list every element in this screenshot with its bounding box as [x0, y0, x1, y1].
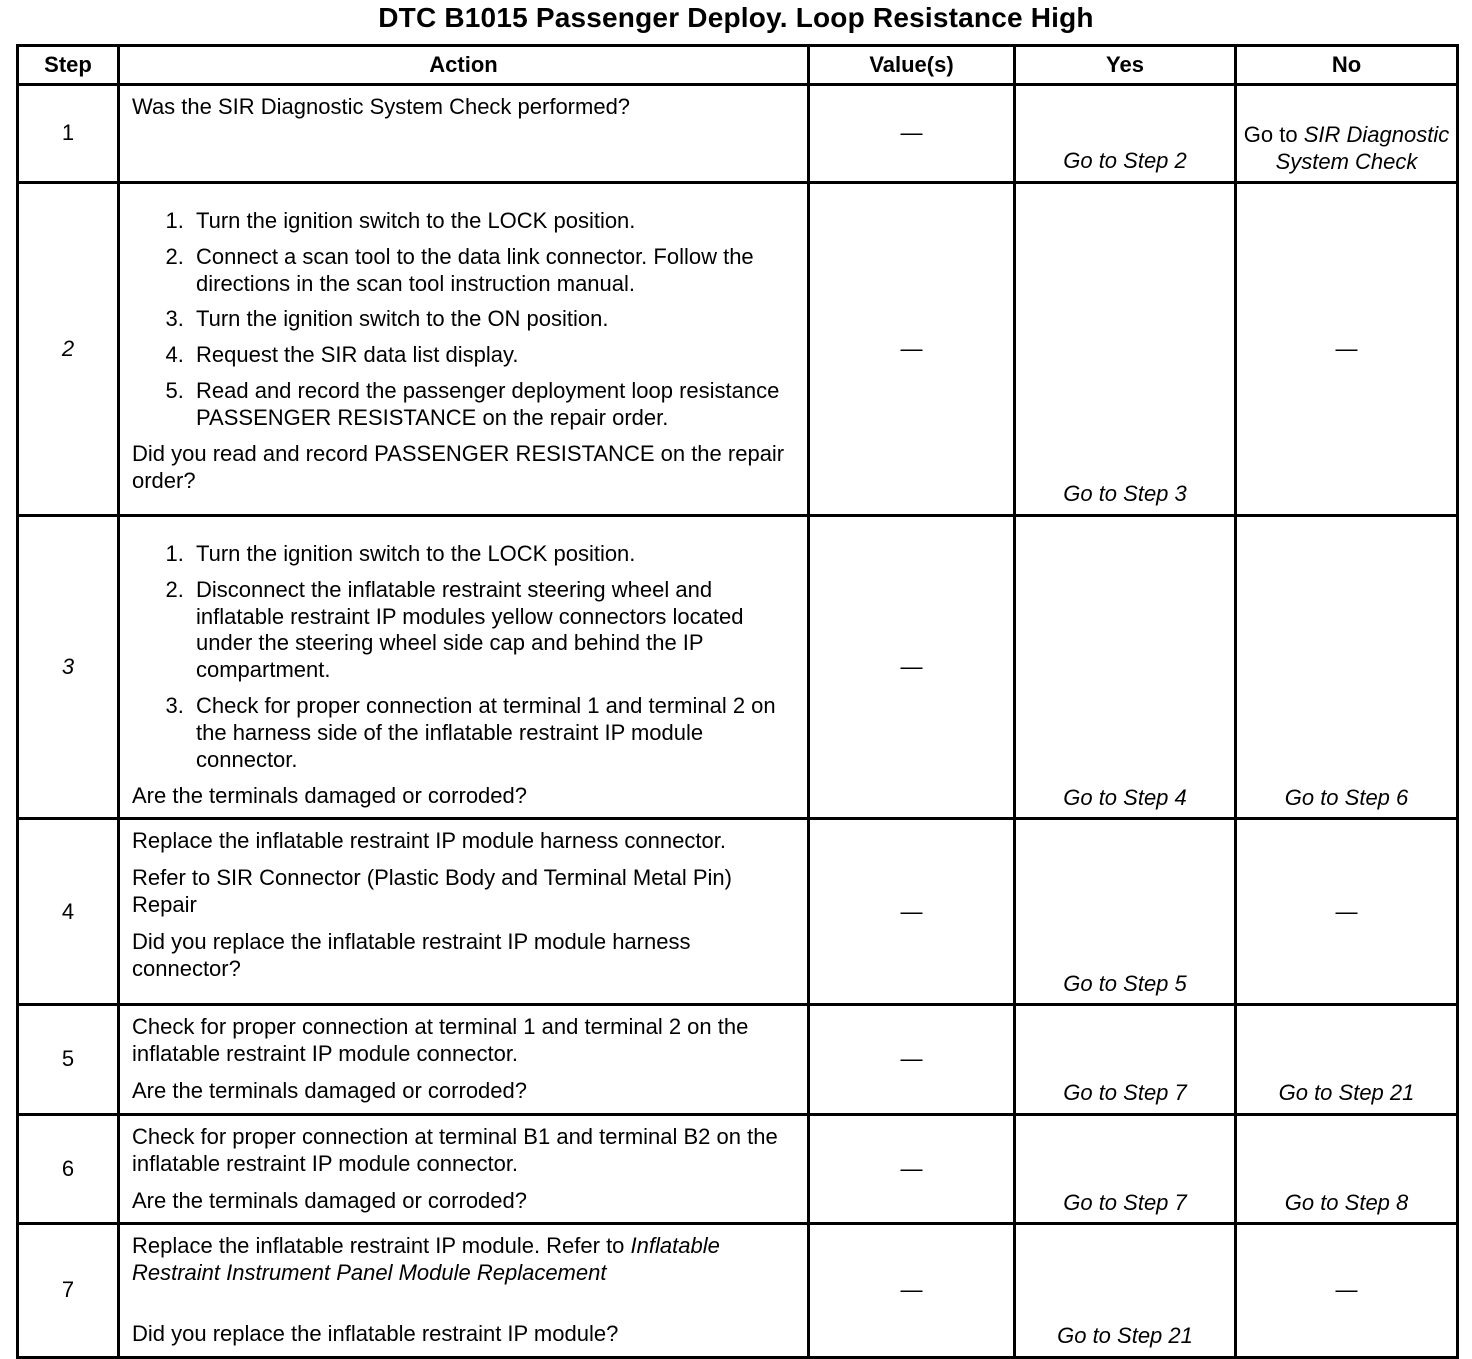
action-text: Check for proper connection at terminal 1 and terminal 2 on the inflatable restraint IP module connector. — [132, 1014, 749, 1067]
step-number: 3 — [18, 516, 119, 819]
step-number: 1 — [18, 85, 119, 183]
header-yes: Yes — [1015, 46, 1236, 85]
action-question: Was the SIR Diagnostic System Check performed? — [132, 94, 631, 119]
table-row — [18, 1114, 1458, 1223]
table-row — [18, 1224, 1458, 1357]
action-cell — [119, 516, 809, 819]
yes-result: Go to Step 7 — [1015, 1114, 1236, 1223]
no-result — [1236, 85, 1458, 183]
action-question: Are the terminals damaged or corroded? — [132, 782, 527, 808]
action-cell — [119, 1005, 809, 1114]
header-no: No — [1236, 46, 1458, 85]
value-cell: — — [809, 1224, 1015, 1357]
table-row — [18, 85, 1458, 183]
action-text: Replace the inflatable restraint IP module harness connector. — [132, 828, 726, 854]
action-cell — [119, 183, 809, 516]
value-cell: — — [809, 516, 1015, 819]
action-list-item: 2. Connect a scan tool to the data link connector. Follow the directions in the scan tool instruction manual. — [190, 244, 797, 298]
no-result: — — [1236, 1224, 1458, 1357]
step-number: 6 — [18, 1114, 119, 1223]
no-result: — — [1236, 183, 1458, 516]
action-list-item: 3. Check for proper connection at terminal 1 and terminal 2 on the harness side of the inflatable restraint IP module connector. — [190, 693, 797, 773]
action-list-item: 2. Disconnect the inflatable restraint steering wheel and inflatable restraint IP modules yellow connectors located under the steering wheel side cap and behind the IP compartment. — [190, 577, 797, 684]
header-row — [18, 46, 1458, 85]
action-question: Did you replace the inflatable restraint IP module harness connector? — [132, 928, 691, 981]
action-cell — [119, 1114, 809, 1223]
step-number: 5 — [18, 1005, 119, 1114]
action-question: Are the terminals damaged or corroded? — [132, 1078, 527, 1104]
yes-result: Go to Step 2 — [1015, 85, 1236, 183]
value-cell: — — [809, 85, 1015, 183]
action-text — [132, 1233, 797, 1287]
no-result-reference: SIR Diagnostic System Check — [1275, 122, 1450, 174]
diagnostic-table — [16, 44, 1459, 1359]
page-title: DTC B1015 Passenger Deploy. Loop Resistance High — [378, 2, 1094, 33]
no-result: — — [1236, 819, 1458, 1005]
action-cell — [119, 1224, 809, 1357]
yes-result: Go to Step 3 — [1015, 183, 1236, 516]
value-cell: — — [809, 819, 1015, 1005]
action-cell — [119, 819, 809, 1005]
action-question: Are the terminals damaged or corroded? — [132, 1187, 527, 1213]
no-result: Go to Step 6 — [1236, 516, 1458, 819]
action-text: Check for proper connection at terminal B1 and terminal B2 on the inflatable restraint IP module connector. — [132, 1123, 778, 1176]
action-list-item: 4. Request the SIR data list display. — [190, 342, 797, 369]
step-number: 2 — [18, 183, 119, 516]
header-values: Value(s) — [809, 46, 1015, 85]
action-list-item: 1. Turn the ignition switch to the LOCK position. — [190, 208, 797, 235]
no-result: Go to Step 8 — [1236, 1114, 1458, 1223]
header-step: Step — [18, 46, 119, 85]
yes-result: Go to Step 21 — [1015, 1224, 1236, 1357]
action-list — [132, 541, 797, 774]
table-row — [18, 819, 1458, 1005]
yes-result: Go to Step 7 — [1015, 1005, 1236, 1114]
action-list-item: 5. Read and record the passenger deployment loop resistance PASSENGER RESISTANCE on the repair order. — [190, 378, 797, 432]
yes-result: Go to Step 4 — [1015, 516, 1236, 819]
no-result: Go to Step 21 — [1236, 1005, 1458, 1114]
action-list-item: 3. Turn the ignition switch to the ON position. — [190, 306, 797, 333]
step-number: 7 — [18, 1224, 119, 1357]
action-reference: Inflatable Restraint Instrument Panel Module Replacement — [132, 1233, 720, 1286]
table-row — [18, 183, 1458, 516]
action-question: Did you replace the inflatable restraint IP module? — [132, 1321, 619, 1347]
value-cell: — — [809, 1114, 1015, 1223]
no-result-prefix: Go to — [1243, 122, 1298, 148]
action-question: Did you read and record PASSENGER RESISTANCE on the repair order? — [132, 440, 785, 493]
header-action: Action — [119, 46, 809, 85]
action-cell — [119, 85, 809, 183]
action-list-item: 1. Turn the ignition switch to the LOCK position. — [190, 541, 797, 568]
table-row — [18, 516, 1458, 819]
yes-result: Go to Step 5 — [1015, 819, 1236, 1005]
step-number: 4 — [18, 819, 119, 1005]
value-cell: — — [809, 183, 1015, 516]
action-list — [132, 208, 797, 432]
value-cell: — — [809, 1005, 1015, 1114]
action-text: Refer to SIR Connector (Plastic Body and Terminal Metal Pin) Repair — [132, 865, 732, 918]
table-row — [18, 1005, 1458, 1114]
action-text-plain: Replace the inflatable restraint IP module. Refer to — [132, 1233, 625, 1259]
